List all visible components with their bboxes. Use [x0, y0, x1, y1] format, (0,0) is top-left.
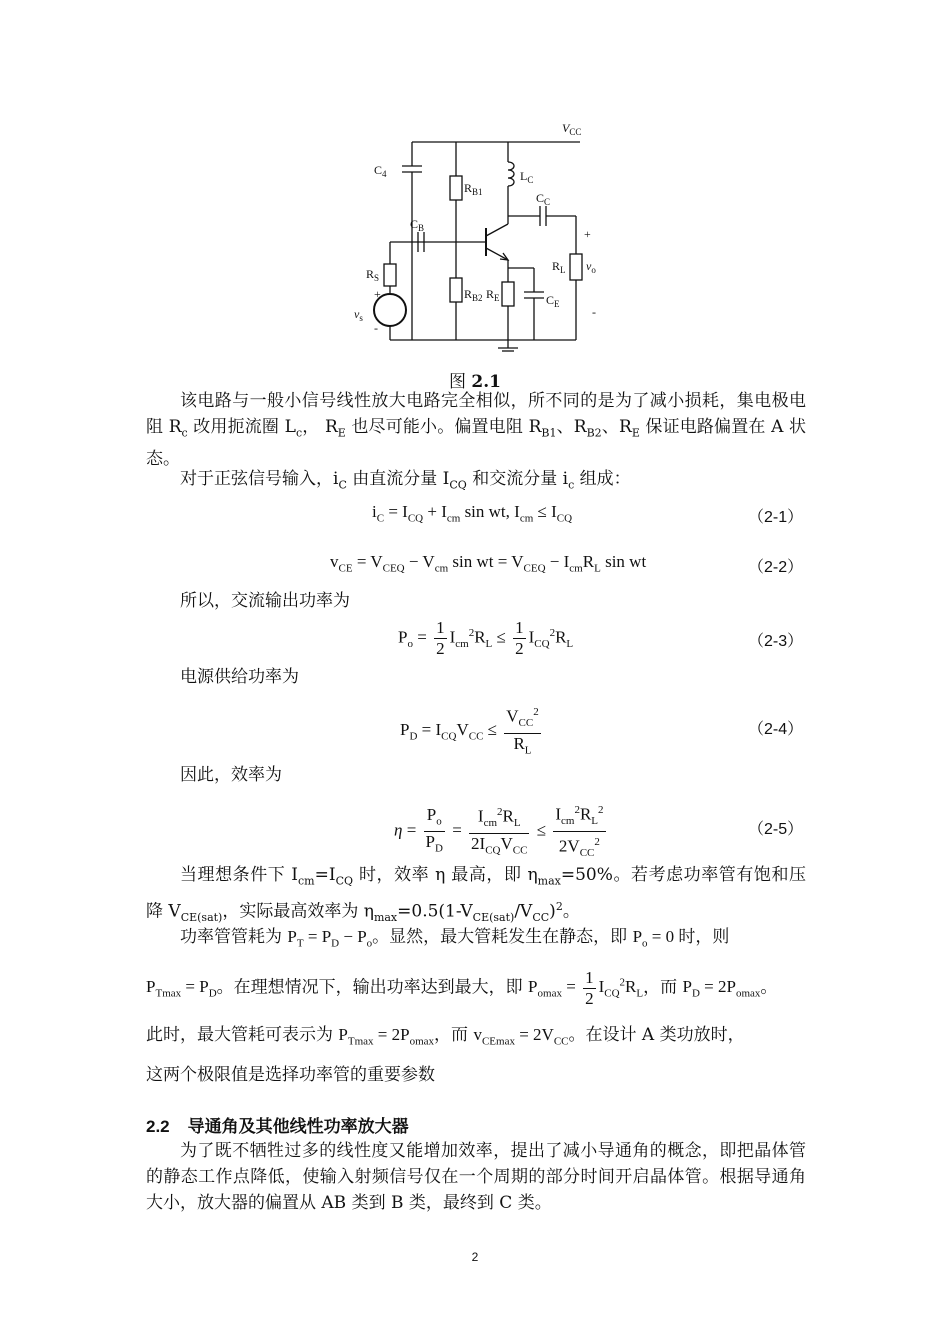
label-rl: $R_L$	[552, 259, 566, 275]
equation-2-4: $P_D = I_{CQ}V_{CC}$ ≤ $\frac{V_{CC}^2}{R_L}$	[400, 702, 544, 760]
equation-number-2-3: （2-3）	[748, 633, 804, 650]
paragraph-11: 为了既不牺牲过多的线性度又能增加效率，提出了减小导通角的概念，即把晶体管的静态工作点降低，使输入射频信号仅在一个周期的部分时间开启晶体管。根据导通角大小，放大器的偏置从 AB 类到 B 类，最终到 C 类。	[146, 1141, 806, 1213]
figure-caption: 图 2.1	[449, 372, 501, 392]
paragraph-6: 当理想条件下 $I_{cm}=I_{CQ}$ 时，效率 η 最高，即 $\eta_{max}=50\%$。若考虑功率管有饱和压降 $V_{CE(sat)}$，实际最高效率为 $\eta_{max}=0.5(1-V_{CE(sat)}/V_{CC})^2$。	[146, 865, 807, 925]
label-rs: $R_S$	[366, 267, 380, 283]
label-lc: $L_C$	[520, 169, 534, 185]
label-minus-source: -	[374, 321, 378, 335]
label-plus-out: +	[584, 227, 591, 241]
label-vcc: $V_{CC}$	[562, 121, 582, 137]
page-number: 2	[471, 1250, 479, 1264]
equation-number-2-4: （2-4）	[748, 721, 804, 738]
rb2-resistor	[450, 278, 462, 302]
paragraph-2: 对于正弦信号输入，$i_C$ 由直流分量 $I_{CQ}$ 和交流分量 $i_c$ 组成：	[180, 469, 631, 492]
equation-number-2-5: （2-5）	[748, 821, 804, 838]
equation-2-1: $i_C = I_{CQ} + I_{cm}$ sin wt, $I_{cm} \le I_{CQ}$	[372, 502, 573, 525]
re-resistor	[502, 282, 514, 306]
label-minus-out: -	[592, 305, 596, 319]
equation-2-2: $v_{CE} = V_{CEQ} - V_{cm}$ sin wt = $V_{CEQ} - I_{cm}R_L$ sin wt	[330, 552, 647, 575]
equation-number-2-1: （2-1）	[748, 509, 804, 526]
paragraph-3: 所以，交流输出功率为	[180, 591, 350, 611]
paragraph-7: 功率管管耗为 $P_T = P_D - P_o$。显然，最大管耗发生在静态，即 $P_o = 0$ 时，则	[180, 927, 730, 950]
label-plus-source: +	[374, 287, 381, 301]
label-cc: $C_C$	[536, 191, 551, 207]
paragraph-5: 因此，效率为	[180, 765, 282, 785]
label-vs: $v_s$	[354, 307, 363, 323]
paragraph-9: 此时，最大管耗可表示为 $P_{Tmax} = 2P_{omax}$，而 $v_{CEmax} = 2V_{CC}$。在设计 A 类功放时，	[146, 1025, 745, 1048]
label-re: $R_E$	[486, 287, 500, 303]
rb1-resistor	[450, 176, 462, 200]
label-c4: $C_4$	[374, 163, 387, 179]
circuit-diagram	[340, 118, 630, 368]
paragraph-1: 该电路与一般小信号线性放大电路完全相似，所不同的是为了减小损耗，集电极电阻 $R_c$ 改用扼流圈 $L_c$， $R_E$ 也尽可能小。偏置电阻 $R_{B1}$、$R_{B2}$、$R_E$ 保证电路偏置在 A 状态。	[146, 391, 806, 470]
equation-number-2-2: （2-2）	[748, 559, 804, 576]
paragraph-4: 电源供给功率为	[180, 667, 299, 687]
rl-resistor	[570, 254, 582, 280]
label-vo: $v_o$	[586, 259, 596, 275]
equation-2-3: $P_o$ = $\frac{1}{2}$ $I_{cm}^2R_L$ ≤ $\frac{1}{2}$ $I_{CQ}^2R_L$	[398, 618, 574, 658]
label-rb2: $R_{B2}$	[464, 287, 483, 303]
label-ce: $C_E$	[546, 293, 560, 309]
rs-resistor	[384, 264, 396, 286]
label-cb: $C_B$	[410, 217, 425, 233]
paragraph-10: 这两个极限值是选择功率管的重要参数	[146, 1065, 435, 1085]
section-heading: 2.2 导通角及其他线性功率放大器	[146, 1117, 409, 1136]
paragraph-8: $P_{Tmax} = P_D$。在理想情况下，输出功率达到最大，即 $P_{omax}$ = $\frac{1}{2}$ $I_{CQ}^2R_L$，而 $P_D = 2P_{omax}$。	[146, 968, 778, 1008]
label-rb1: $R_{B1}$	[464, 181, 483, 197]
equation-2-5: η = $\frac{P_o}{P_D}$ = $\frac{I_{cm}^2R_L}{2I_{CQ}V_{CC}}$ ≤ $\frac{I_{cm}^2R_L^2}{2V_{CC}^2}$	[394, 800, 609, 863]
